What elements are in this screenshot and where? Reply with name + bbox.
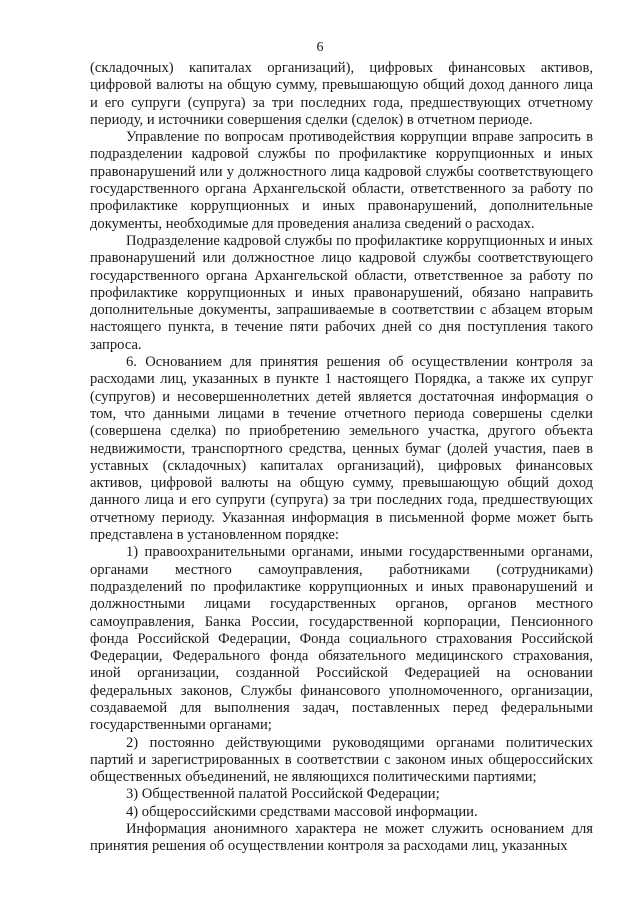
list-item-1: 1) правоохранительными органами, иными государственными органами, органами местного самоуправления, работниками (сотрудниками) подразделений по профилактике коррупционных и иных правонарушений и должностными лицами государственных органов, органов местного самоуправления, Банка России, государственной корпорации, Пенсионного фонда Российской Федерации, Фонда социального страхования Российской Федерации, Федерального фонда обязательного медицинского страхования, иной организации, созданной Российской Федерацией на основании федеральных законов, Службы финансового уполномоченного, организации, создаваемой для выполнения задач, поставленных перед федеральными государственными органами;	[90, 544, 593, 734]
paragraph-continuation: (складочных) капиталах организаций), цифровых финансовых активов, цифровой валюты на общую сумму, превышающую общий доход данного лица и его супруги (супруга) за три последних года, предшествующих отчетному периоду, и источники совершения сделки (сделок) в отчетном периоде.	[90, 60, 593, 128]
document-body	[90, 60, 593, 856]
list-item-2: 2) постоянно действующими руководящими органами политических партий и зарегистрированных в соответствии с законом иных общероссийских общественных объединений, не являющихся политическими партиями;	[90, 734, 593, 786]
list-item-4: 4) общероссийскими средствами массовой информации.	[126, 803, 478, 820]
paragraph-request-documents: Управление по вопросам противодействия коррупции вправе запросить в подразделении кадровой службы по профилактике коррупционных и иных правонарушений или у должностного лица кадровой службы соответствующего государственного органа Архангельской области, ответственного за работу по профилактике коррупционных и иных правонарушений, дополнительные документы, необходимые для проведения анализа сведений о расходах.	[90, 129, 593, 232]
list-item-3: 3) Общественной палатой Российской Федерации;	[126, 786, 440, 803]
page-number: 6	[316, 40, 324, 55]
paragraph-item-6: 6. Основанием для принятия решения об осуществлении контроля за расходами лиц, указанных в пункте 1 настоящего Порядка, а также их супруг (супругов) и несовершеннолетних детей является достаточная информация о том, что данными лицами в течение отчетного периода совершены сделки (совершена сделка) по приобретению земельного участка, другого объекта недвижимости, транспортного средства, ценных бумаг (долей участия, паев в уставных (складочных) капиталах организаций), цифровых финансовых активов, цифровой валюты на общую сумму, превышающую общий доход данного лица и его супруги (супруга) за три последних года, предшествующих отчетному периоду. Указанная информация в письменной форме может быть представлена в установленном порядке:	[90, 354, 593, 544]
paragraph-anonymous-info: Информация анонимного характера не может служить основанием для принятия решения об осуществлении контроля за расходами лиц, указанных	[90, 821, 593, 855]
paragraph-obligation-to-send: Подразделение кадровой службы по профилактике коррупционных и иных правонарушений или должностное лицо кадровой службы соответствующего государственного органа Архангельской области, ответственное за работу по профилактике коррупционных и иных правонарушений, обязано направить дополнительные документы, запрашиваемые в соответствии с абзацем вторым настоящего пункта, в течение пяти рабочих дней со дня поступления такого запроса.	[90, 232, 593, 353]
